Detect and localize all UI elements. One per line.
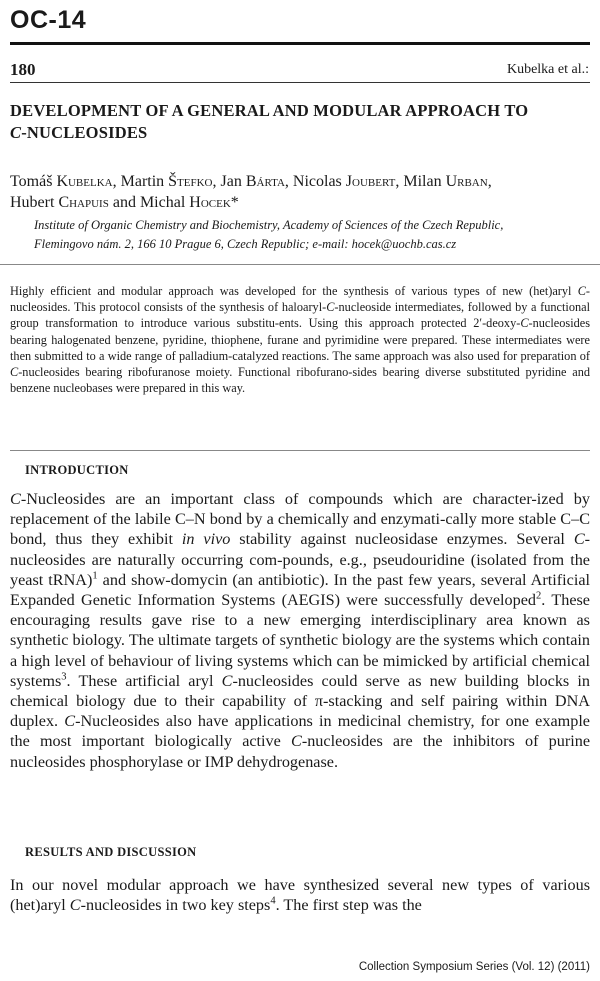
abstract-bottom-rule	[10, 450, 590, 451]
body-text: -nucleosides are the inhibitors of purine nucleosides phosphorylase or IMP dehydrogenase.	[10, 732, 591, 771]
author-last: Kubelka	[56, 173, 113, 190]
italic-text: C	[221, 671, 233, 690]
author-last: Joubert	[345, 173, 396, 190]
author-last: Štefko	[168, 173, 213, 190]
citation-ref: 4	[270, 895, 276, 907]
corresponding-mark: *	[230, 194, 239, 211]
results-heading: RESULTS AND DISCUSSION	[25, 845, 197, 859]
footer-journal: Collection Symposium Series (Vol. 12) (2011)	[358, 961, 590, 973]
italic-text: in vivo	[181, 530, 231, 549]
title-line-1: DEVELOPMENT OF A GENERAL AND MODULAR APPROACH TO	[10, 101, 529, 120]
running-head: Kubelka et al.:	[506, 62, 589, 77]
body-text: stability against nucleosidase enzymes. Several	[230, 530, 574, 549]
title-line-2: -NUCLEOSIDES	[21, 123, 148, 142]
body-text: In our novel modular approach we have synthesized several new types of various (het)aryl	[10, 876, 590, 915]
italic-text: C	[573, 530, 585, 549]
abstract-top-rule	[0, 264, 600, 265]
italic-text: C	[69, 896, 81, 915]
abstract-text: -nucleosides bearing ribofuranose moiety. Functional ribofurano-sides bearing diverse substituted pyridine and benzene nucleobases were prepared in this way.	[10, 365, 590, 396]
author-first: , Nicolas	[284, 173, 346, 190]
author-first: , Jan	[212, 173, 246, 190]
abstract-text: Highly efficient and modular approach was developed for the synthesis of various types of new (het)aryl	[10, 284, 578, 298]
citation-ref: 3	[61, 671, 67, 683]
author-first: Hubert	[10, 194, 59, 211]
author-first: Tomáš	[10, 173, 57, 190]
body-text: . The first step was the	[275, 896, 422, 915]
introduction-heading: INTRODUCTION	[25, 463, 129, 477]
affiliation-line-1: Institute of Organic Chemistry and Biochemistry, Academy of Sciences of the Czech Republic,	[34, 218, 504, 232]
author-list	[10, 171, 590, 213]
abstract-text: -nucleosides bearing halogenated benzene, pyridine, thiophene, furane and pyrimidine were prepared. These intermediates were then submitted to a wide range of palladium-catalyzed reactions. The same approach was also used for preparation of	[10, 316, 590, 363]
author-first: , Martin	[112, 173, 169, 190]
author-last: Chapuis	[58, 194, 109, 211]
results-body	[10, 875, 590, 915]
italic-text: C	[10, 490, 21, 508]
title-italic-c: C	[10, 123, 22, 142]
body-text: -nucleosides in two key steps	[80, 896, 271, 915]
author-last: Bárta	[245, 173, 285, 190]
body-text: . These encouraging results gave rise to a new emerging interdisciplinary area known as synthetic biology. The ultimate targets of synthetic biology are the systems which contain a high level of behaviour of living systems which can be mimicked by artificial chemical systems	[10, 591, 590, 690]
abstract-text: -nucleosides. This protocol consists of the synthesis of haloaryl-	[10, 284, 590, 315]
body-text: -nucleosides could serve as new building blocks in chemical biology due to their capability of π-stacking and self pairing within DNA duplex.	[10, 671, 590, 731]
header-rule	[10, 42, 590, 45]
body-text: . These artificial aryl	[66, 671, 222, 690]
introduction-body	[10, 489, 590, 772]
body-text: -nucleosides are naturally occurring com-pounds, e.g., pseudouridine (isolated from the yeast tRNA)	[10, 530, 591, 589]
abstract-italic: C	[326, 300, 335, 315]
article-code: OC-14	[10, 6, 87, 34]
affiliation	[34, 216, 590, 254]
italic-text: C	[64, 712, 76, 731]
body-text: -Nucleosides also have applications in medicinal chemistry, for one example the most important biologically active	[10, 712, 590, 751]
italic-text: C	[291, 732, 302, 751]
affiliation-line-2: Flemingovo nám. 2, 166 10 Prague 6, Czech Republic; e-mail: hocek@uochb.cas.cz	[34, 237, 457, 251]
citation-ref: 2	[536, 590, 542, 602]
header-divider	[10, 82, 590, 83]
article-title	[10, 100, 590, 144]
author-last: Urban	[445, 173, 488, 190]
abstract-text: -nucleoside intermediates, followed by a functional group transformation to introduce various substitu-ents. Using this approach protected 2′-deoxy-	[10, 300, 590, 331]
citation-ref: 1	[92, 570, 98, 582]
abstract-italic: C	[10, 365, 19, 380]
abstract	[10, 283, 590, 396]
author-last: Hocek	[189, 194, 231, 211]
abstract-italic: C	[520, 316, 529, 331]
author-first: and Michal	[108, 194, 190, 211]
body-text: -Nucleosides are an important class of compounds which are character-ized by replacement of the labile C–N bond by a chemically and enzymati-cally more stable C–C bond, thus they exhibit	[10, 490, 590, 549]
abstract-italic: C	[577, 284, 586, 298]
body-text: and show-domycin (an antibiotic). In the past few years, several Artificial Expanded Genetic Information Systems (AEGIS) were successfully developed	[10, 570, 591, 610]
page-number: 180	[10, 60, 36, 79]
author-separator: ,	[487, 173, 492, 190]
author-first: , Milan	[395, 173, 446, 190]
